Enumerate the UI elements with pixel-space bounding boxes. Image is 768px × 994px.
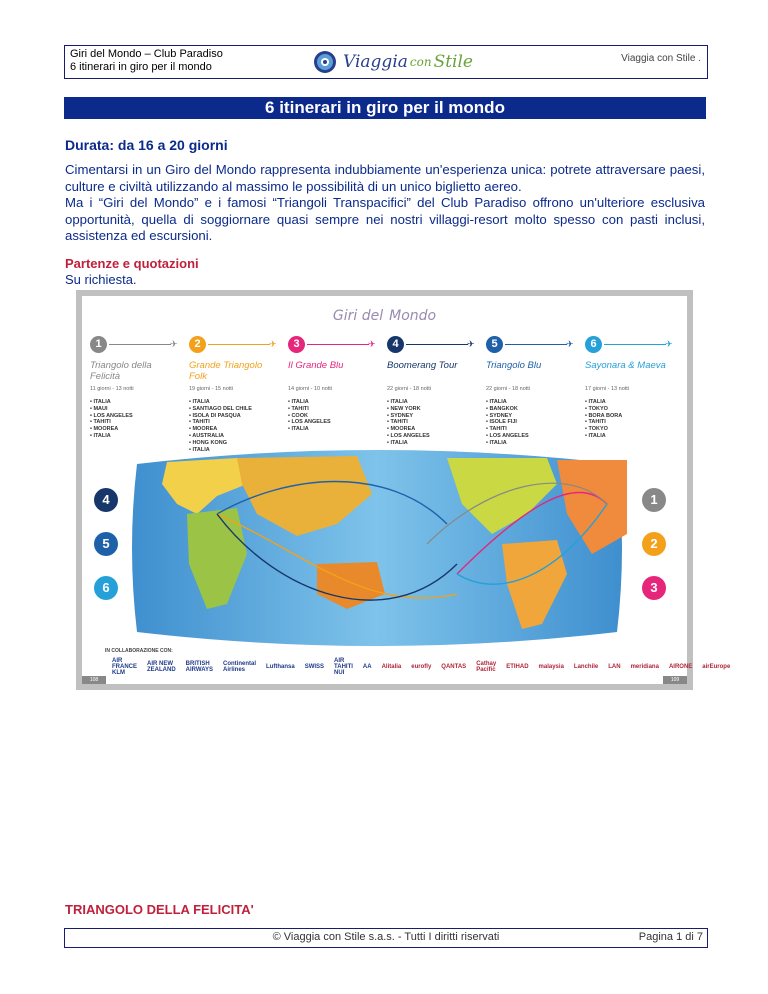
airline-logo: ETIHAD	[506, 664, 529, 670]
itinerary-number: 4	[387, 336, 404, 353]
intro-paragraph-2: Ma i “Giri del Mondo” e i famosi “Triangoli Transpacifici” del Club Paradiso offrono un'ulteriore esclusiva opportunità, quella di soggiornare quasi sempre nei nostri villaggi-resort molto spesso con pasti inclusi, assistenza ed escursioni.	[65, 195, 705, 243]
map-title-b: Mondo	[389, 308, 437, 324]
map-inner	[82, 296, 731, 684]
airline-logo: Continental Airlines	[223, 661, 257, 673]
airline-logos	[112, 658, 731, 676]
itinerary-stop: • AUSTRALIA	[189, 432, 225, 439]
route-badge-3: 3	[642, 576, 666, 600]
itinerary-duration: 22 giorni - 18 notti	[486, 386, 531, 392]
plane-icon: ✈	[566, 339, 574, 349]
itinerary-stop: • ITALIA	[189, 446, 210, 453]
section-text: Su richiesta.	[65, 272, 137, 287]
map-title	[82, 308, 687, 324]
itinerary-column-3	[288, 336, 380, 433]
route-badge-6: 6	[94, 576, 118, 600]
airline-logo: BRITISH AIRWAYS	[185, 661, 214, 673]
itinerary-body	[486, 336, 578, 447]
airline-logo: AIR NEW ZEALAND	[147, 661, 176, 673]
itinerary-column-6	[585, 336, 677, 440]
collab-label: IN COLLABORAZIONE CON:	[105, 648, 173, 654]
header-left	[70, 48, 223, 74]
itinerary-stop: • TAHITI	[387, 419, 408, 426]
route-badge-4: 4	[94, 488, 118, 512]
globe-icon	[313, 50, 337, 74]
airline-logo: Alitalia	[381, 664, 402, 670]
itinerary-stop: • MOOREA	[189, 426, 218, 433]
itinerary-number: 3	[288, 336, 305, 353]
footer-copyright: © Viaggia con Stile s.a.s. - Tutti I diritti riservati	[272, 931, 500, 943]
itinerary-stop: • MOOREA	[90, 426, 119, 433]
itinerary-stop: • TAHITI	[486, 426, 507, 433]
itinerary-line	[505, 344, 567, 345]
itinerary-title: Triangolo della Felicità	[90, 360, 152, 382]
plane-icon: ✈	[368, 339, 376, 349]
itinerary-column-4	[387, 336, 479, 447]
route-badge-1: 1	[642, 488, 666, 512]
itinerary-stop: • SYDNEY	[387, 412, 414, 419]
itinerary-stop: • TAHITI	[189, 419, 210, 426]
itinerary-stop: • NEW YORK	[387, 405, 421, 412]
page-header	[64, 45, 708, 79]
itinerary-stops	[387, 399, 479, 447]
plane-icon: ✈	[665, 339, 673, 349]
itinerary-stop: • ITALIA	[288, 426, 309, 433]
section-heading: Partenze e quotazioni	[65, 256, 199, 271]
itinerary-body	[585, 336, 677, 440]
itinerary-stop: • ITALIA	[486, 439, 507, 446]
itinerary-duration: 19 giorni - 15 notti	[189, 386, 234, 392]
airline-logo: malaysia	[538, 664, 564, 670]
airline-logo: QANTAS	[441, 664, 467, 670]
itinerary-stop: • ITALIA	[90, 399, 111, 405]
itinerary-title: Triangolo Blu	[486, 360, 542, 371]
itinerary-title: Sayonara & Maeva	[585, 360, 666, 371]
itinerary-body	[189, 336, 281, 453]
itinerary-stop: • BORA BORA	[585, 412, 623, 419]
header-left-line1: Giri del Mondo – Club Paradiso	[70, 48, 223, 60]
itinerary-title: Il Grande Blu	[288, 360, 344, 371]
itinerary-stop: • COOK	[288, 412, 308, 419]
itinerary-duration: 17 giorni - 13 notti	[585, 386, 630, 392]
itinerary-stop: • TOKYO	[585, 405, 608, 412]
brand-logo	[313, 49, 473, 75]
itinerary-line	[406, 344, 468, 345]
airline-logo: Cathay Pacific	[476, 661, 497, 673]
route-badge-2: 2	[642, 532, 666, 556]
map-title-a: Giri del	[332, 308, 384, 324]
logo-text-con: con	[409, 55, 432, 69]
plane-icon: ✈	[170, 339, 178, 349]
itinerary-stop: • SANTIAGO DEL CHILE	[189, 405, 252, 412]
itinerary-duration: 22 giorni - 18 notti	[387, 386, 432, 392]
itinerary-stop: • ITALIA	[486, 399, 507, 405]
airline-logo: meridiana	[630, 664, 659, 670]
logo-text-viaggia: Viaggia	[343, 52, 408, 72]
itinerary-stop: • HONG KONG	[189, 439, 227, 446]
itinerary-stop: • ITALIA	[189, 399, 210, 405]
header-left-line2: 6 itinerari in giro per il mondo	[70, 61, 212, 73]
plane-icon: ✈	[467, 339, 475, 349]
itinerary-heading: TRIANGOLO DELLA FELICITA'	[65, 902, 254, 917]
itinerary-stop: • SYDNEY	[486, 412, 513, 419]
itinerary-stop: • LOS ANGELES	[486, 432, 529, 439]
itinerary-stops	[288, 399, 380, 433]
airline-logo: eurofly	[411, 664, 432, 670]
airline-logo: AIR TAHITI NUI	[334, 658, 353, 676]
airline-logo: airEurope	[702, 664, 731, 670]
airline-logo: AIR FRANCE KLM	[112, 658, 137, 676]
itinerary-stop: • ITALIA	[387, 399, 408, 405]
itinerary-duration: 14 giorni - 10 notti	[288, 386, 333, 392]
intro-paragraph-1: Cimentarsi in un Giro del Mondo rappresenta indubbiamente un'esperienza unica: potrete attraversare paesi, culture e civiltà utilizzando al massimo le possibilità di un unico biglietto aereo.	[65, 162, 705, 194]
itinerary-stop: • LOS ANGELES	[288, 419, 331, 426]
itinerary-column-1	[90, 336, 182, 440]
itinerary-stop: • TAHITI	[90, 419, 111, 426]
airline-logo: Lufthansa	[266, 664, 295, 670]
itinerary-body	[387, 336, 479, 447]
airline-logo: Lanchile	[573, 664, 599, 670]
itinerary-title: Grande Triangolo Folk	[189, 360, 263, 382]
itinerary-stop: • TOKYO	[585, 426, 608, 433]
itinerary-line	[307, 344, 369, 345]
itinerary-duration: 11 giorni - 13 notti	[90, 386, 134, 392]
airline-logo: AA	[362, 664, 372, 670]
itinerary-number: 1	[90, 336, 107, 353]
logo-text-stile: Stile	[433, 52, 473, 72]
itinerary-column-2	[189, 336, 281, 453]
itinerary-number: 6	[585, 336, 602, 353]
itinerary-stop: • MAUI	[90, 405, 108, 412]
itinerary-stop: • ITALIA	[288, 399, 309, 405]
itinerary-stop: • ITALIA	[585, 432, 606, 439]
itinerary-stop: • LOS ANGELES	[387, 432, 430, 439]
itinerary-stop: • BANGKOK	[486, 405, 518, 412]
page-footer	[64, 928, 708, 948]
brochure-page-right: 109	[663, 676, 687, 684]
itinerary-stop: • ITALIA	[387, 439, 408, 446]
airline-logo: SWISS	[304, 664, 325, 670]
itinerary-stops	[585, 399, 677, 440]
brochure-page-left: 108	[82, 676, 106, 684]
itinerary-stop: • ISOLE FIJI	[486, 419, 517, 426]
itinerary-stop: • ITALIA	[90, 432, 111, 439]
itinerary-line	[208, 344, 270, 345]
itinerary-number: 2	[189, 336, 206, 353]
world-map	[127, 444, 627, 652]
itinerary-stop: • ITALIA	[585, 399, 606, 405]
itinerary-line	[604, 344, 666, 345]
itinerary-stop: • LOS ANGELES	[90, 412, 133, 419]
itinerary-body	[90, 336, 182, 440]
page-title: 6 itinerari in giro per il mondo	[64, 97, 706, 119]
itinerary-stops	[90, 399, 182, 440]
itinerary-map-image	[76, 290, 731, 690]
itinerary-title: Boomerang Tour	[387, 360, 458, 371]
footer-page-number: Pagina 1 di 7	[638, 931, 703, 943]
itinerary-column-5	[486, 336, 578, 447]
itinerary-stop: • TAHITI	[585, 419, 606, 426]
itinerary-stop: • ISOLA DI PASQUA	[189, 412, 241, 419]
intro-paragraph	[65, 162, 705, 245]
durata-heading: Durata: da 16 a 20 giorni	[65, 137, 228, 153]
itinerary-stop: • TAHITI	[288, 405, 309, 412]
route-badge-5: 5	[94, 532, 118, 556]
airline-logo: AIRONE	[668, 664, 693, 670]
itinerary-stops	[486, 399, 578, 447]
itinerary-number: 5	[486, 336, 503, 353]
header-right: Viaggia con Stile .	[621, 53, 701, 64]
itinerary-line	[109, 344, 171, 345]
airline-logo: LAN	[608, 664, 621, 670]
plane-icon: ✈	[269, 339, 277, 349]
itinerary-stop: • MOOREA	[387, 426, 416, 433]
